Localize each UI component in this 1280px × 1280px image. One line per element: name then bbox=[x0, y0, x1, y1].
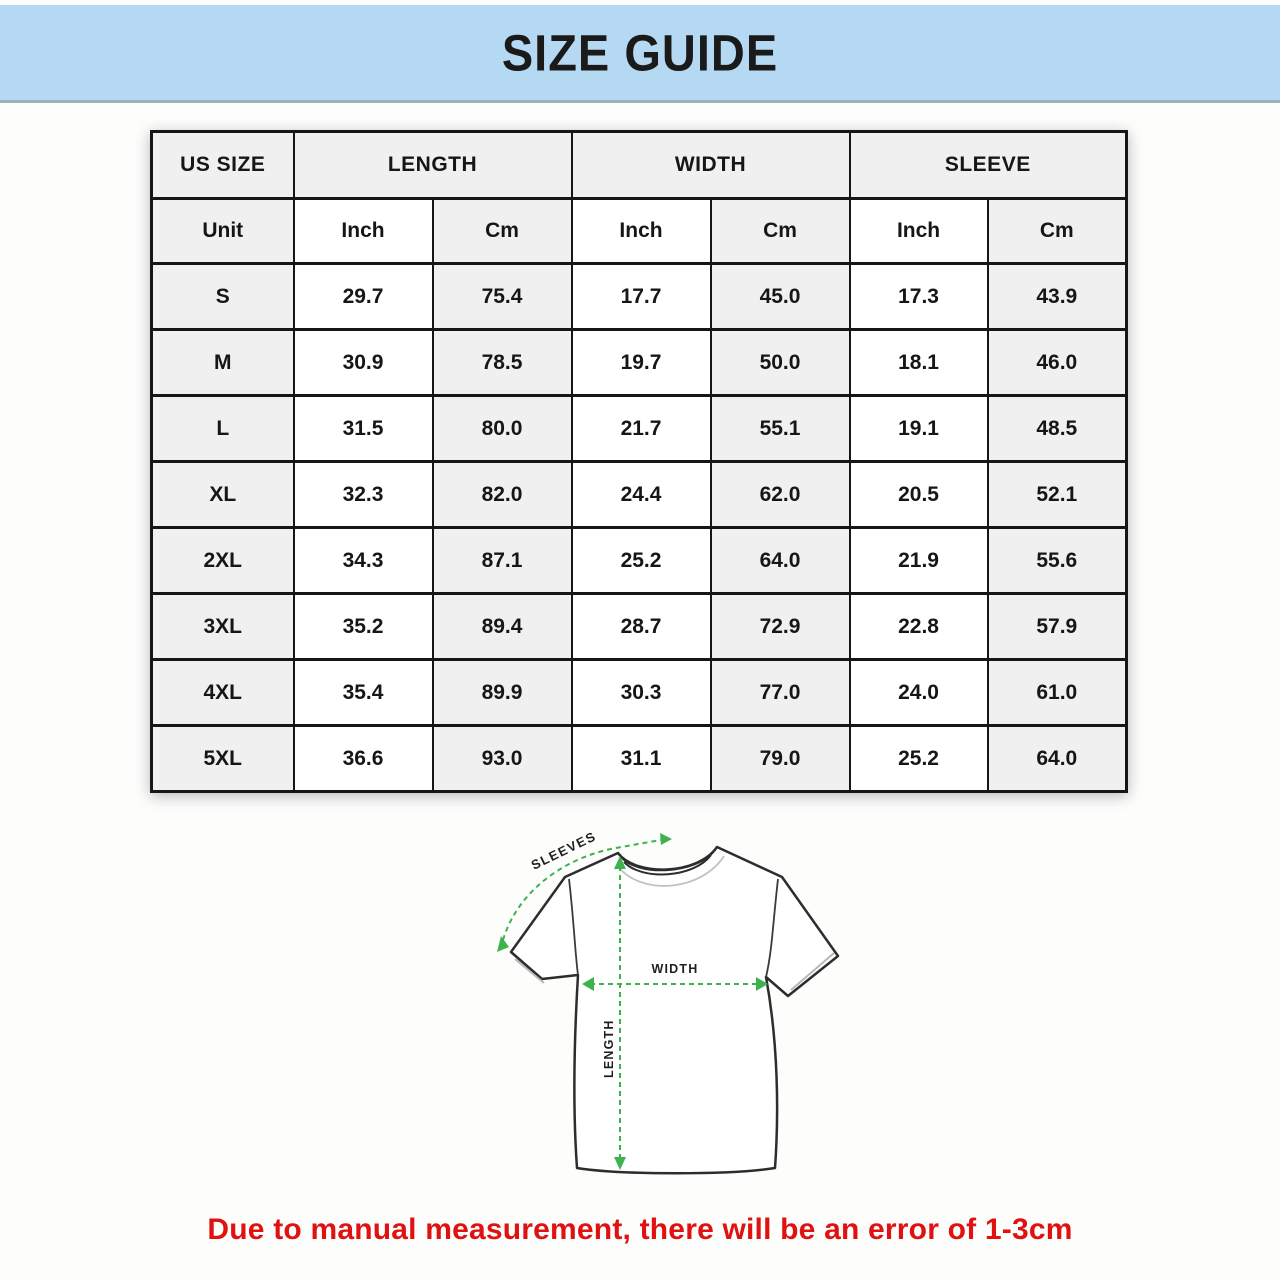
length-inch: 36.6 bbox=[294, 726, 433, 792]
length-inch-header: Inch bbox=[294, 199, 433, 264]
length-cm-header: Cm bbox=[433, 199, 572, 264]
us-size: 4XL bbox=[152, 660, 294, 726]
column-header-us-size: US SIZE bbox=[152, 132, 294, 199]
width-cm: 45.0 bbox=[711, 264, 850, 330]
sleeves-arrow-head-right bbox=[660, 833, 672, 845]
size-row-5xl bbox=[152, 726, 1127, 792]
sleeve-cm: 57.9 bbox=[988, 594, 1127, 660]
size-row-m bbox=[152, 330, 1127, 396]
column-header-sleeve: SLEEVE bbox=[850, 132, 1127, 199]
length-cm: 87.1 bbox=[433, 528, 572, 594]
length-inch: 29.7 bbox=[294, 264, 433, 330]
page-title: SIZE GUIDE bbox=[501, 23, 779, 82]
tshirt-measurement-diagram bbox=[470, 812, 870, 1192]
size-row-3xl bbox=[152, 594, 1127, 660]
sleeve-cm: 48.5 bbox=[988, 396, 1127, 462]
length-cm: 89.9 bbox=[433, 660, 572, 726]
size-row-l bbox=[152, 396, 1127, 462]
length-cm: 78.5 bbox=[433, 330, 572, 396]
size-row-4xl bbox=[152, 660, 1127, 726]
width-inch-header: Inch bbox=[572, 199, 711, 264]
width-inch: 31.1 bbox=[572, 726, 711, 792]
sleeve-cm: 43.9 bbox=[988, 264, 1127, 330]
sleeve-cm: 64.0 bbox=[988, 726, 1127, 792]
sleeve-cm: 61.0 bbox=[988, 660, 1127, 726]
width-inch: 28.7 bbox=[572, 594, 711, 660]
width-cm: 64.0 bbox=[711, 528, 850, 594]
sleeve-inch: 17.3 bbox=[850, 264, 988, 330]
width-label: WIDTH bbox=[651, 962, 699, 976]
length-cm: 82.0 bbox=[433, 462, 572, 528]
tshirt-outline bbox=[511, 847, 838, 1173]
width-cm: 55.1 bbox=[711, 396, 850, 462]
width-inch: 30.3 bbox=[572, 660, 711, 726]
sleeve-cm: 52.1 bbox=[988, 462, 1127, 528]
unit-label: Unit bbox=[152, 199, 294, 264]
measurement-note: Due to manual measurement, there will be an error of 1-3cm bbox=[207, 1213, 1073, 1246]
tshirt-diagram-svg bbox=[470, 812, 870, 1192]
length-inch: 31.5 bbox=[294, 396, 433, 462]
sleeve-inch: 21.9 bbox=[850, 528, 988, 594]
sleeve-cm: 46.0 bbox=[988, 330, 1127, 396]
unit-header-row bbox=[152, 199, 1127, 264]
size-row-2xl bbox=[152, 528, 1127, 594]
length-cm: 93.0 bbox=[433, 726, 572, 792]
group-header-row bbox=[152, 132, 1127, 199]
length-cm: 80.0 bbox=[433, 396, 572, 462]
sleeve-inch: 24.0 bbox=[850, 660, 988, 726]
size-guide-banner bbox=[0, 5, 1280, 103]
width-inch: 17.7 bbox=[572, 264, 711, 330]
width-inch: 24.4 bbox=[572, 462, 711, 528]
us-size: 2XL bbox=[152, 528, 294, 594]
length-cm: 75.4 bbox=[433, 264, 572, 330]
width-cm: 77.0 bbox=[711, 660, 850, 726]
us-size: 3XL bbox=[152, 594, 294, 660]
length-inch: 32.3 bbox=[294, 462, 433, 528]
size-table bbox=[150, 130, 1128, 793]
width-inch: 19.7 bbox=[572, 330, 711, 396]
us-size: L bbox=[152, 396, 294, 462]
sleeves-label: SLEEVES bbox=[528, 828, 599, 873]
column-header-length: LENGTH bbox=[294, 132, 572, 199]
length-label: LENGTH bbox=[602, 1019, 616, 1078]
size-row-s bbox=[152, 264, 1127, 330]
sleeve-inch: 22.8 bbox=[850, 594, 988, 660]
width-inch: 21.7 bbox=[572, 396, 711, 462]
column-header-width: WIDTH bbox=[572, 132, 850, 199]
width-cm: 79.0 bbox=[711, 726, 850, 792]
width-cm-header: Cm bbox=[711, 199, 850, 264]
width-cm: 62.0 bbox=[711, 462, 850, 528]
length-inch: 30.9 bbox=[294, 330, 433, 396]
length-inch: 35.2 bbox=[294, 594, 433, 660]
sleeve-inch: 18.1 bbox=[850, 330, 988, 396]
width-cm: 50.0 bbox=[711, 330, 850, 396]
us-size: 5XL bbox=[152, 726, 294, 792]
sleeve-inch: 25.2 bbox=[850, 726, 988, 792]
us-size: S bbox=[152, 264, 294, 330]
sleeve-cm-header: Cm bbox=[988, 199, 1127, 264]
size-row-xl bbox=[152, 462, 1127, 528]
sleeve-inch-header: Inch bbox=[850, 199, 988, 264]
us-size: M bbox=[152, 330, 294, 396]
length-inch: 35.4 bbox=[294, 660, 433, 726]
width-inch: 25.2 bbox=[572, 528, 711, 594]
us-size: XL bbox=[152, 462, 294, 528]
sleeve-inch: 20.5 bbox=[850, 462, 988, 528]
length-inch: 34.3 bbox=[294, 528, 433, 594]
sleeve-cm: 55.6 bbox=[988, 528, 1127, 594]
length-cm: 89.4 bbox=[433, 594, 572, 660]
sleeve-inch: 19.1 bbox=[850, 396, 988, 462]
width-cm: 72.9 bbox=[711, 594, 850, 660]
